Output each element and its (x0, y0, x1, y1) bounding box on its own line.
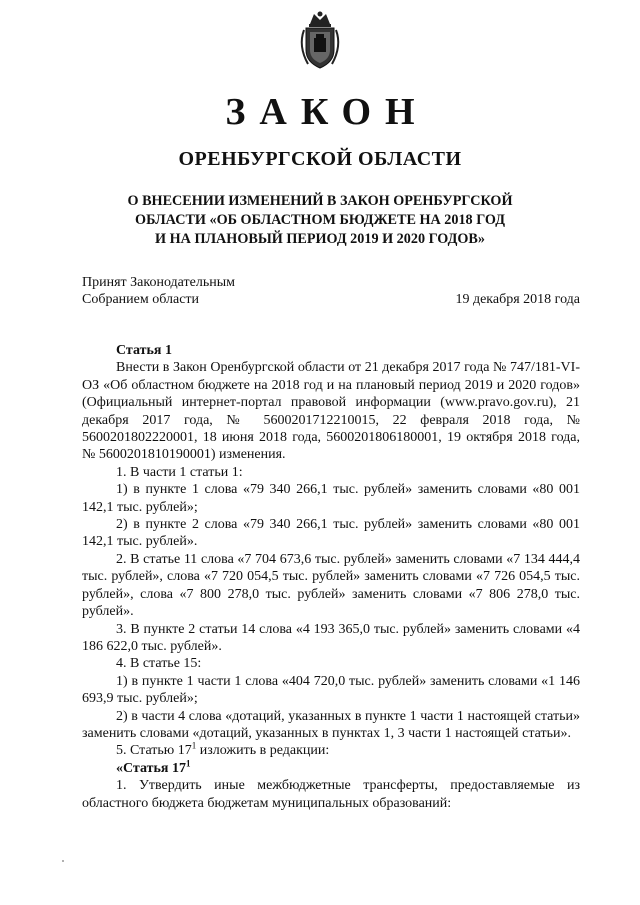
paragraph: 2) в пункте 2 слова «79 340 266,1 тыс. рублей» заменить словами «80 001 142,1 тыс. рублей». (82, 517, 580, 550)
paragraph: 1) в пункте 1 части 1 слова «404 720,0 тыс. рублей» заменить словами «1 146 693,9 тыс. рублей»; (82, 673, 580, 707)
law-body (82, 342, 580, 812)
adoption-line: Собранием области (82, 292, 200, 307)
article-17-1-heading (82, 760, 580, 777)
paragraph: 1. Утвердить иные межбюджетные трансферты, предоставляемые из областного бюджета бюджетам муниципальных образований: (82, 778, 580, 811)
superscript: 1 (185, 758, 191, 769)
subtitle-line: О ВНЕСЕНИИ ИЗМЕНЕНИЙ В ЗАКОН ОРЕНБУРГСКОЙ (127, 193, 513, 209)
paragraph: Внести в Закон Оренбургской области от 21 декабря 2017 года № 747/181-VI-ОЗ «Об областном бюджете на 2018 год и на плановый период 2019 и 2020 годов» (Официальный интернет-портал правовой информации (www.pravo.gov.ru), 21 декабря 2017 года, № 5600201712210015, 22 февраля 2018 года, № 5600201802220001, 18 июня 2018 года, 5600201806180001, 19 октября 2018 года, № 5600201810190001) изменения. (82, 360, 580, 463)
subtitle-line: ОБЛАСТИ «ОБ ОБЛАСТНОМ БЮДЖЕТЕ НА 2018 ГОД (135, 212, 505, 228)
scan-dot (60, 858, 66, 864)
region-title: ОРЕНБУРГСКОЙ ОБЛАСТИ (178, 148, 462, 170)
paragraph: 3. В пункте 2 статьи 14 слова «4 193 365,0 тыс. рублей» заменить словами «4 186 622,0 тыс. рублей». (82, 621, 580, 654)
adoption-line: Принят Законодательным (82, 275, 235, 290)
article-heading: Статья 1 (116, 343, 172, 358)
heading-text: «Статья 17 (116, 760, 186, 776)
adoption-date: 19 декабря 2018 года (455, 292, 580, 307)
paragraph: 4. В статье 15: (116, 656, 202, 672)
paragraph: 1. В части 1 статьи 1: (116, 464, 243, 480)
paragraph-article-17-1-intro (82, 742, 580, 759)
paragraph: 2. В статье 11 слова «7 704 673,6 тыс. рублей» заменить словами «7 134 444,4 тыс. рублей», слова «7 720 054,5 тыс. рублей» заменить словами «7 726 054,5 тыс. рублей», слова «7 800 278,0 тыс. рублей» заменить словами «7 806 278,0 тыс. рублей». (82, 551, 580, 620)
paragraph-text: изложить в редакции: (196, 743, 330, 759)
coat-of-arms-emblem (296, 10, 344, 70)
paragraph: 2) в части 4 слова «дотаций, указанных в пункте 1 части 1 настоящей статьи» заменить словами «дотаций, указанных в пунктах 1, 3 части 1 настоящей статьи». (82, 708, 580, 741)
law-subtitle (110, 192, 530, 249)
paragraph: 1) в пункте 1 слова «79 340 266,1 тыс. рублей» заменить словами «80 001 142,1 тыс. рублей»; (82, 482, 580, 515)
paragraph-text: 5. Статью 17 (116, 743, 192, 759)
superscript: 1 (191, 740, 197, 751)
document-title: ЗАКОН (225, 91, 429, 133)
adoption-body (82, 274, 235, 308)
subtitle-line: И НА ПЛАНОВЫЙ ПЕРИОД 2019 И 2020 ГОДОВ» (155, 231, 485, 247)
